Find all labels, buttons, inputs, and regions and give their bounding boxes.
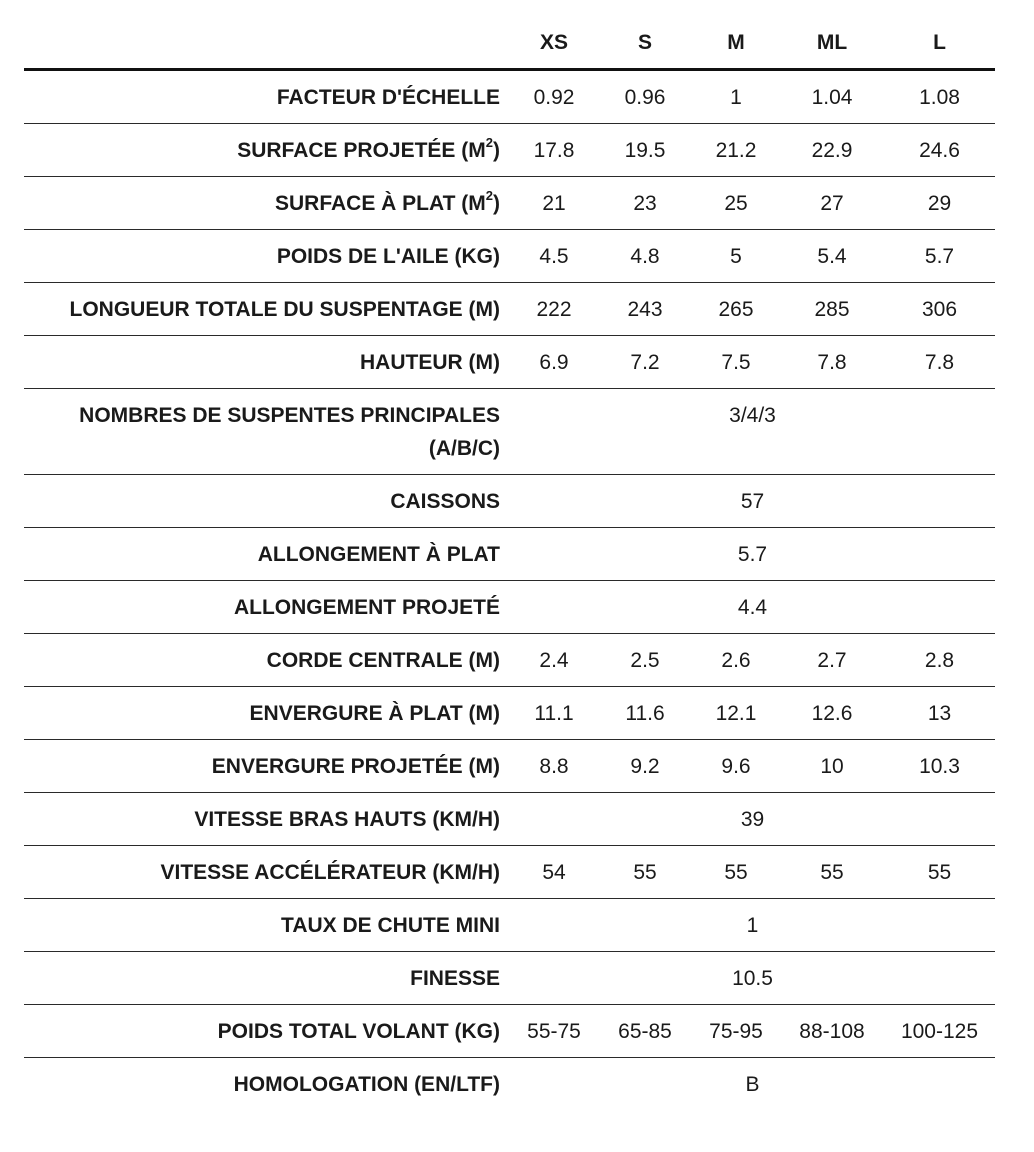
- row-value-m: 75-95: [692, 1005, 780, 1058]
- row-value-s: 19.5: [598, 124, 692, 177]
- header-size-ml: ML: [780, 18, 884, 70]
- row-label: VITESSE ACCÉLÉRATEUR (KM/H): [24, 846, 510, 899]
- table-row: [24, 389, 995, 475]
- table-row: [24, 70, 995, 124]
- row-value-s: 23: [598, 177, 692, 230]
- row-value-l: 13: [884, 687, 995, 740]
- row-label-tail: ): [493, 139, 500, 162]
- row-value-ml: 27: [780, 177, 884, 230]
- table-row: [24, 336, 995, 389]
- row-value-m: 9.6: [692, 740, 780, 793]
- row-value-all-sizes: 57: [510, 475, 995, 528]
- row-value-xs: 8.8: [510, 740, 598, 793]
- row-label: FACTEUR D'ÉCHELLE: [24, 70, 510, 124]
- table-row: [24, 528, 995, 581]
- header-row: [24, 18, 995, 70]
- row-value-ml: 1.04: [780, 70, 884, 124]
- row-label: HOMOLOGATION (EN/LTF): [233, 1073, 500, 1096]
- row-value-all-sizes: 39: [510, 793, 995, 846]
- row-label: POIDS DE L'AILE (KG): [24, 230, 510, 283]
- table-row: [24, 952, 995, 1005]
- row-value-l: 55: [884, 846, 995, 899]
- table-row: [24, 177, 995, 230]
- row-label: CORDE CENTRALE (M): [24, 634, 510, 687]
- row-value-all-sizes: 4.4: [510, 581, 995, 634]
- row-value-l: 10.3: [884, 740, 995, 793]
- table-row: [24, 899, 995, 952]
- table-body: [24, 70, 995, 1111]
- row-value-l: 1.08: [884, 70, 995, 124]
- row-value-xs: 2.4: [510, 634, 598, 687]
- row-label: TAUX DE CHUTE MINI: [24, 899, 510, 952]
- row-value-s: 2.5: [598, 634, 692, 687]
- table-row: [24, 581, 995, 634]
- row-value-s: 65-85: [598, 1005, 692, 1058]
- row-label: ENVERGURE À PLAT (M): [24, 687, 510, 740]
- row-value-xs: 17.8: [510, 124, 598, 177]
- header-size-s: S: [598, 18, 692, 70]
- table-row: [24, 1058, 995, 1111]
- row-value-xs: 54: [510, 846, 598, 899]
- row-value-xs: 11.1: [510, 687, 598, 740]
- row-value-l: 5.7: [884, 230, 995, 283]
- row-label: POIDS TOTAL VOLANT (KG): [24, 1005, 510, 1058]
- table-row: [24, 475, 995, 528]
- table-row: [24, 1005, 995, 1058]
- header-label-cell: [24, 18, 510, 70]
- row-value-all-sizes: 10.5: [510, 952, 995, 1005]
- header-size-m: M: [692, 18, 780, 70]
- header-size-l: L: [884, 18, 995, 70]
- row-label: FINESSE: [24, 952, 510, 1005]
- row-value-l: 7.8: [884, 336, 995, 389]
- row-value-ml: 55: [780, 846, 884, 899]
- table-row: [24, 740, 995, 793]
- row-label-main: SURFACE PROJETÉE (M: [237, 139, 486, 162]
- row-value-all-sizes: 3/4/3: [510, 389, 995, 475]
- row-value-m: 2.6: [692, 634, 780, 687]
- row-value-xs: 222: [510, 283, 598, 336]
- row-label: [24, 177, 510, 230]
- row-value-s: 243: [598, 283, 692, 336]
- row-value-ml: 7.8: [780, 336, 884, 389]
- row-value-s: 0.96: [598, 70, 692, 124]
- table-row: [24, 793, 995, 846]
- row-value-m: 12.1: [692, 687, 780, 740]
- row-value-ml: 2.7: [780, 634, 884, 687]
- row-label: VITESSE BRAS HAUTS (KM/H): [24, 793, 510, 846]
- row-label-sup: 2: [485, 188, 493, 203]
- row-label: CAISSONS: [24, 475, 510, 528]
- specs-table-container: [24, 18, 995, 1110]
- row-value-s: 7.2: [598, 336, 692, 389]
- row-value-ml: 22.9: [780, 124, 884, 177]
- row-label: NOMBRES DE SUSPENTES PRINCIPALES (A/B/C): [24, 389, 510, 475]
- row-value-xs: 55-75: [510, 1005, 598, 1058]
- row-value-m: 21.2: [692, 124, 780, 177]
- row-label: HAUTEUR (M): [24, 336, 510, 389]
- row-value-m: 7.5: [692, 336, 780, 389]
- row-value-l: 2.8: [884, 634, 995, 687]
- table-row: [24, 124, 995, 177]
- row-value-l: 100-125: [884, 1005, 995, 1058]
- row-value-ml: 88-108: [780, 1005, 884, 1058]
- row-value-s: 9.2: [598, 740, 692, 793]
- table-row: [24, 230, 995, 283]
- row-label: [24, 124, 510, 177]
- header-size-xs: XS: [510, 18, 598, 70]
- row-label: LONGUEUR TOTALE DU SUSPENTAGE (M): [24, 283, 510, 336]
- row-value-xs: 4.5: [510, 230, 598, 283]
- row-label-sup: 2: [485, 135, 493, 150]
- row-value-ml: 5.4: [780, 230, 884, 283]
- row-value-all-sizes: 1: [510, 899, 995, 952]
- row-value-ml: 12.6: [780, 687, 884, 740]
- row-label: ALLONGEMENT PROJETÉ: [24, 581, 510, 634]
- row-value-s: 55: [598, 846, 692, 899]
- row-label-main: SURFACE À PLAT (M: [274, 192, 486, 215]
- row-value-s: 11.6: [598, 687, 692, 740]
- row-value-s: 4.8: [598, 230, 692, 283]
- row-value-l: 24.6: [884, 124, 995, 177]
- table-row: [24, 634, 995, 687]
- row-label-tail: ): [493, 192, 500, 215]
- row-value-m: 25: [692, 177, 780, 230]
- row-value-m: 265: [692, 283, 780, 336]
- table-row: [24, 846, 995, 899]
- specs-table: [24, 18, 995, 1110]
- row-label: ENVERGURE PROJETÉE (M): [24, 740, 510, 793]
- table-row: [24, 283, 995, 336]
- table-header: [24, 18, 995, 70]
- row-label: ALLONGEMENT À PLAT: [24, 528, 510, 581]
- row-value-l: 306: [884, 283, 995, 336]
- row-value-l: 29: [884, 177, 995, 230]
- row-value-all-sizes: 5.7: [510, 528, 995, 581]
- row-value-all-sizes: B: [745, 1073, 760, 1096]
- row-value-ml: 285: [780, 283, 884, 336]
- row-value-xs: 6.9: [510, 336, 598, 389]
- row-value-m: 1: [692, 70, 780, 124]
- row-value-ml: 10: [780, 740, 884, 793]
- table-row: [24, 687, 995, 740]
- row-value-xs: 0.92: [510, 70, 598, 124]
- row-value-xs: 21: [510, 177, 598, 230]
- row-value-m: 5: [692, 230, 780, 283]
- row-value-m: 55: [692, 846, 780, 899]
